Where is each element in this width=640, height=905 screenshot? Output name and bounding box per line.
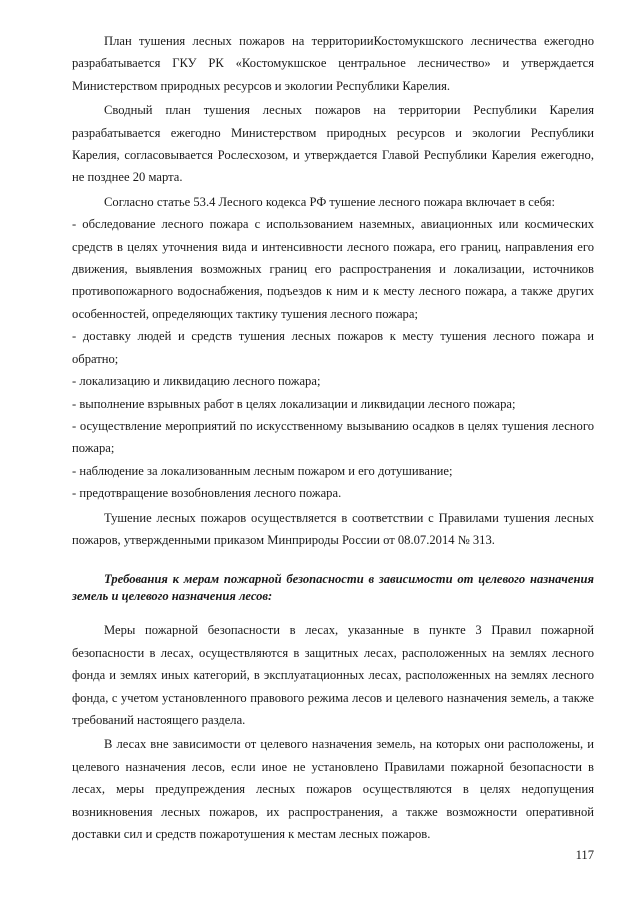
list-item-delivery: - доставку людей и средств тушения лесных пожаров к месту тушения лесного пожара и обратно; [72,329,594,366]
paragraph-prevention-measures: В лесах вне зависимости от целевого назначения земель, на которых они расположены, и целевого назначения лесов, если иное не установлено Правилами пожарной безопасности в лесах, меры предупреждения лесных пожаров осуществляются в целях недопущения возникновения лесных пожаров, их распространения, а также возможности оперативной доставки сил и средств пожаротушения к местам лесных пожаров. [72,737,594,841]
list-item-survey: - обследование лесного пожара с использованием наземных, авиационных или космических средств в целях уточнения вида и интенсивности лесного пожара, его границ, направления его движения, выявления возможных границ его распространения и локализации, источников противопожарного водоснабжения, подъездов к ним и к месту лесного пожара, а также других особенностей, определяющих тактику тушения лесного пожара; [72,217,594,321]
paragraph-fire-safety-measures: Меры пожарной безопасности в лесах, указанные в пункте 3 Правил пожарной безопасности в лесах, осуществляются в защитных лесах, расположенных на землях лесного фонда и землях иных категорий, в эксплуатационных лесах, расположенных на землях лесного фонда, с учетом установленного правового режима лесов и целевого назначения земель, а также требований настоящего раздела. [72,623,594,727]
paragraph-rules-reference: Тушение лесных пожаров осуществляется в соответствии с Правилами тушения лесных пожаров, утвержденными приказом Минприроды России от 08.07.2014 № 313. [72,510,594,547]
list-item-blasting: - выполнение взрывных работ в целях локализации и ликвидации лесного пожара; [72,396,516,411]
section-heading: Требования к мерам пожарной безопасности в зависимости от целевого назначения земель и целевого назначения лесов: [72,572,594,604]
paragraph-article-53-4: Согласно статье 53.4 Лесного кодекса РФ тушение лесного пожара включает в себя: [104,194,555,209]
page-number: 117 [575,848,594,862]
list-item-artificial-precipitation: - осуществление мероприятий по искусственному вызыванию осадков в целях тушения лесного пожара; [72,418,594,456]
paragraph-summary-plan: Сводный план тушения лесных пожаров на территории Республики Карелия разрабатывается ежегодно Министерством природных ресурсов и экологии Республики Карелия, согласовывается Рослесхозом, и утверждается Главой Республики Карелия ежегодно, не позднее 20 марта. [72,103,594,185]
list-item-observation: - наблюдение за локализованным лесным пожаром и его дотушивание; [72,463,453,478]
list-item-prevention: - предотвращение возобновления лесного пожара. [72,486,342,501]
list-item-localization: - локализацию и ликвидацию лесного пожара; [72,374,321,389]
paragraph-plan-kostomuksha: План тушения лесных пожаров на территорииКостомукшского лесничества ежегодно разрабатывается ГКУ РК «Костомукшское центральное лесничество» и утверждается Министерством природных ресурсов и экологии Республики Карелия. [72,34,594,93]
